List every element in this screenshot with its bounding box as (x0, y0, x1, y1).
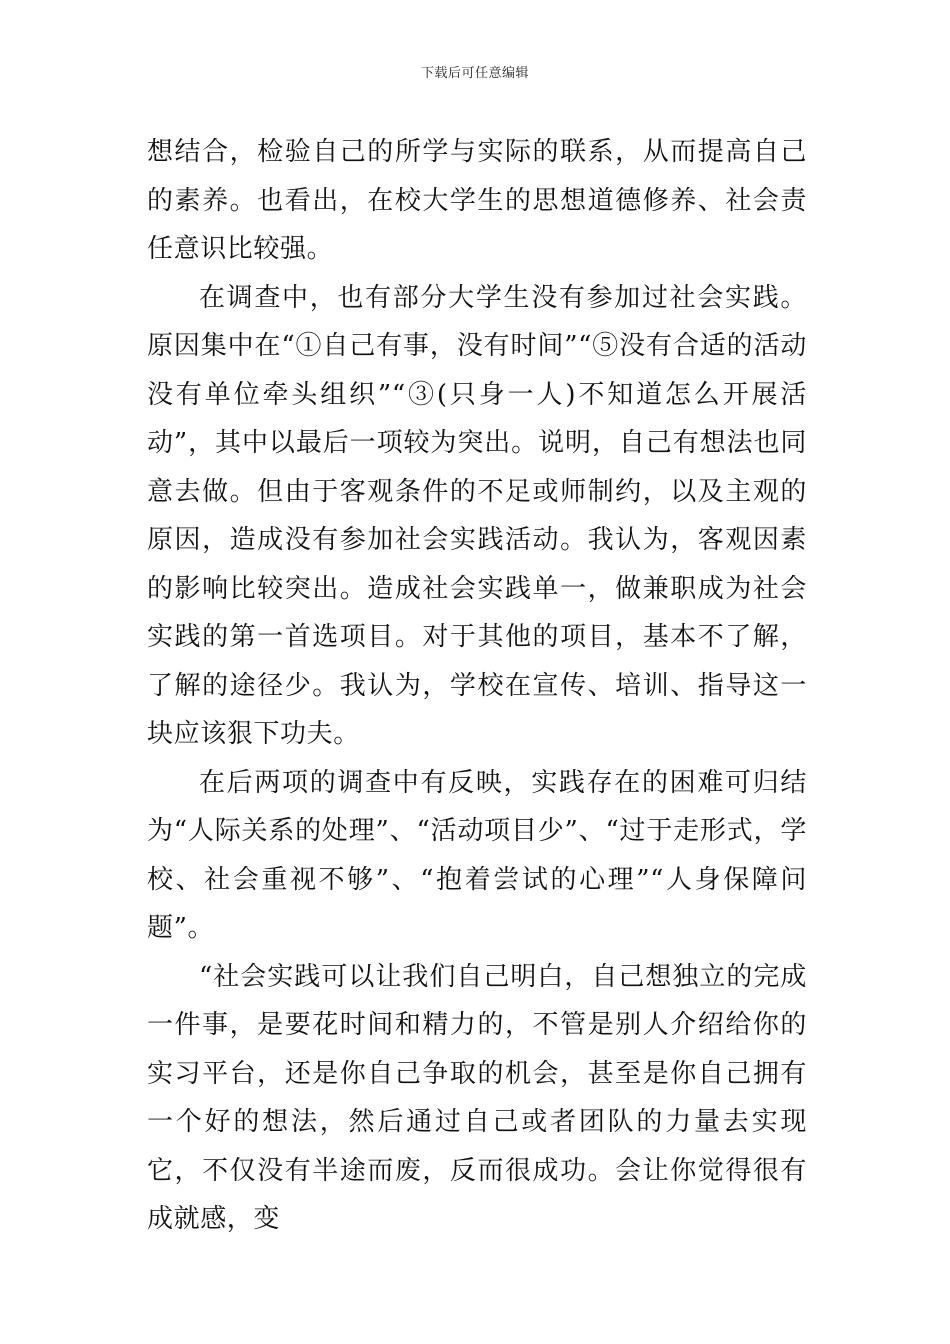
paragraph-difficulties: 在后两项的调查中有反映，实践存在的困难可归结为“人际关系的处理”、“活动项目少”、“过于走形式，学校、社会重视不够”、“抱着尝试的心理”“人身保障问题”。 (147, 767, 807, 943)
paragraph-quote: “社会实践可以让我们自己明白，自己想独立的完成一件事，是要花时间和精力的，不管是别人介绍给你的实习平台，还是你自己争取的机会，甚至是你自己拥有一个好的想法，然后通过自己或者团队的力量去实现它，不仅没有半途而废，反而很成功。会让你觉得很有成就感，变 (147, 961, 807, 1234)
document-body (147, 128, 807, 1244)
paragraph-continuation: 想结合，检验自己的所学与实际的联系，从而提高自己的素养。也看出，在校大学生的思想道德修养、社会责任意识比较强。 (147, 137, 807, 264)
paragraph-survey-reasons: 在调查中，也有部分大学生没有参加过社会实践。原因集中在“①自己有事，没有时间”“⑤没有合适的活动没有单位牵头组织”“③(只身一人)不知道怎么开展活动”，其中以最后一项较为突出。说明，自己有想法也同意去做。但由于客观条件的不足或师制约，以及主观的原因，造成没有参加社会实践活动。我认为，客观因素的影响比较突出。造成社会实践单一，做兼职成为社会实践的第一首选项目。对于其他的项目，基本不了解，了解的途径少。我认为，学校在宣传、培训、指导这一块应该狠下功夫。 (147, 282, 807, 749)
page-header: 下载后可任意编辑 (420, 66, 529, 81)
